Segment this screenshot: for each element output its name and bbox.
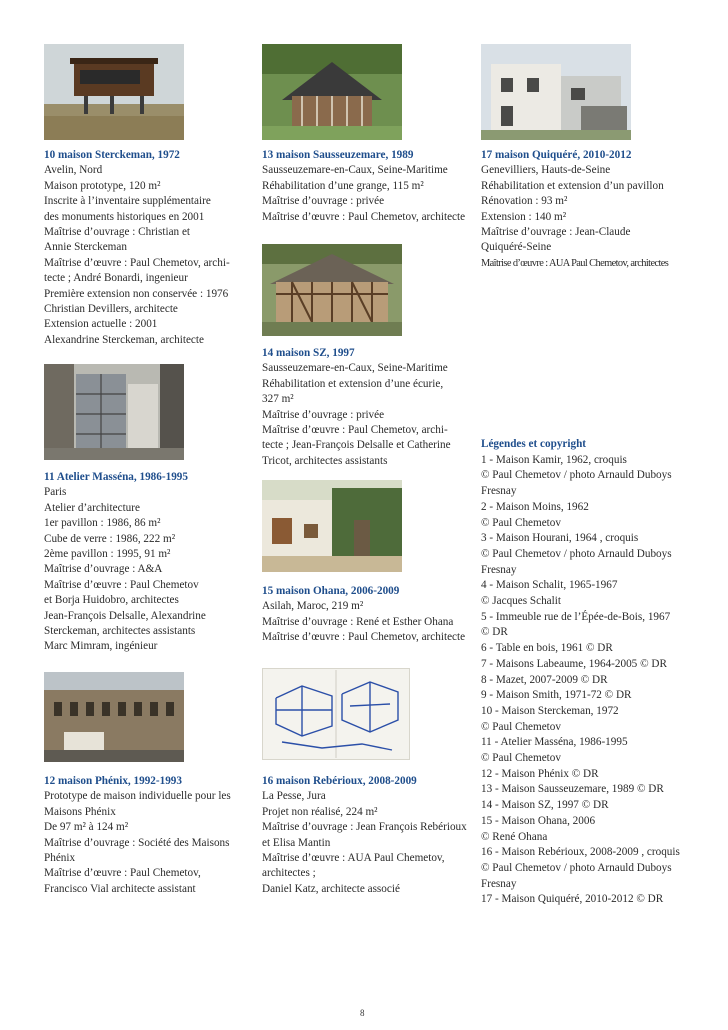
legend-line: © Paul Chemetov / photo Arnauld Duboys [481, 469, 672, 482]
legend-line: 3 - Maison Hourani, 1964 , croquis [481, 532, 639, 545]
entry-line: Cube de verre : 1986, 222 m² [44, 532, 176, 545]
entry-line: 1er pavillon : 1986, 86 m² [44, 517, 161, 530]
page-number: 8 [360, 1008, 365, 1018]
legend-title: Légendes et copyright [481, 438, 587, 450]
legend-copyright [481, 437, 680, 908]
entry-line: Maîtrise d’ouvrage : René et Esther Ohana [262, 615, 454, 628]
legend-line: Fresnay [481, 877, 517, 890]
entry-line: Première extension non conservée : 1976 [44, 287, 229, 300]
entry-line: Projet non réalisé, 224 m² [262, 805, 378, 818]
entry-line: Maîtrise d’ouvrage : Société des Maisons [44, 836, 230, 849]
entry-title: 11 Atelier Masséna, 1986-1995 [44, 471, 188, 483]
entry-17-quiquere [481, 148, 691, 271]
entry-line: Maîtrise d’œuvre : Paul Chemetov, architecte [262, 631, 466, 644]
legend-line: 4 - Maison Schalit, 1965-1967 [481, 579, 618, 592]
entry-line: Francisco Vial architecte assistant [44, 882, 196, 895]
legend-line: 1 - Maison Kamir, 1962, croquis [481, 453, 627, 466]
entry-title: 12 maison Phénix, 1992-1993 [44, 775, 182, 787]
entry-line: Alexandrine Sterckeman, architecte [44, 333, 204, 346]
entry-line: Maîtrise d’ouvrage : privée [262, 408, 385, 421]
entry-line: Maîtrise d’œuvre : Paul Chemetov, archi- [262, 424, 448, 437]
entry-title: 17 maison Quiquéré, 2010-2012 [481, 149, 632, 161]
entry-line: 2ème pavillon : 1995, 91 m² [44, 548, 171, 561]
legend-line: 10 - Maison Sterckeman, 1972 [481, 704, 619, 717]
entry-line: Maîtrise d’œuvre : Paul Chemetov, archi- [44, 256, 230, 269]
entry-line: Maîtrise d’ouvrage : Christian et [44, 226, 191, 239]
entry-line: et Elisa Mantin [262, 836, 331, 849]
entry-line: Prototype de maison individuelle pour les [44, 790, 231, 803]
entry-line: Asilah, Maroc, 219 m² [262, 600, 364, 613]
entry-line: Maîtrise d’ouvrage : privée [262, 195, 385, 208]
entry-line: Sterckeman, architectes assistants [44, 625, 196, 638]
entry-line: des monuments historiques en 2001 [44, 210, 205, 223]
entry-title: 13 maison Sausseuzemare, 1989 [262, 149, 414, 161]
legend-line: Fresnay [481, 563, 517, 576]
entry-line: Maison prototype, 120 m² [44, 179, 161, 192]
entry-line: Jean-François Delsalle, Alexandrine [44, 609, 206, 622]
photo-maison-sz [262, 244, 402, 336]
entry-line: Daniel Katz, architecte associé [262, 882, 400, 895]
entry-title: 16 maison Rebérioux, 2008-2009 [262, 775, 417, 787]
entry-line: Maîtrise d’ouvrage : A&A [44, 563, 163, 576]
photo-maison-phenix [44, 672, 184, 762]
legend-line: 5 - Immeuble rue de l’Épée-de-Bois, 1967 [481, 610, 671, 623]
entry-line: De 97 m² à 124 m² [44, 821, 129, 834]
legend-line: 12 - Maison Phénix © DR [481, 767, 599, 780]
legend-line: 8 - Mazet, 2007-2009 © DR [481, 673, 608, 686]
photo-maison-reberioux-croquis [262, 668, 410, 760]
legend-line: 6 - Table en bois, 1961 © DR [481, 642, 613, 655]
entry-line: Tricot, architectes assistants [262, 454, 388, 467]
photo-maison-quiquere [481, 44, 631, 140]
entry-12-phenix [44, 774, 244, 897]
entry-title: 14 maison SZ, 1997 [262, 347, 355, 359]
entry-16-reberioux [262, 774, 472, 897]
entry-line: Réhabilitation d’une grange, 115 m² [262, 179, 424, 192]
legend-line: © DR [481, 626, 508, 639]
entry-line: tecte ; Jean-François Delsalle et Catherine [262, 439, 451, 452]
entry-13-sausseuzemare [262, 148, 472, 225]
entry-10-sterckeman [44, 148, 234, 348]
photo-maison-sterckeman [44, 44, 184, 140]
legend-line: 14 - Maison SZ, 1997 © DR [481, 799, 609, 812]
entry-title: 15 maison Ohana, 2006-2009 [262, 585, 400, 597]
legend-line: 7 - Maisons Labeaume, 1964-2005 © DR [481, 657, 667, 670]
entry-line: Annie Sterckeman [44, 241, 127, 254]
entry-line: Extension : 140 m² [481, 210, 567, 223]
entry-line: 327 m² [262, 393, 294, 406]
entry-line: Maisons Phénix [44, 805, 116, 818]
legend-line: 13 - Maison Sausseuzemare, 1989 © DR [481, 783, 664, 796]
entry-line: Christian Devillers, architecte [44, 303, 178, 316]
entry-line: Réhabilitation et extension d’une écurie, [262, 377, 444, 390]
photo-maison-ohana [262, 480, 402, 572]
entry-line: tecte ; André Bonardi, ingenieur [44, 272, 188, 285]
entry-line: Paris [44, 486, 67, 499]
entry-line: Maîtrise d’œuvre : AUA Paul Chemetov, [262, 852, 445, 865]
entry-line: Maîtrise d’œuvre : AUA Paul Chemetov, architectes [481, 257, 669, 269]
entry-line: architectes ; [262, 867, 316, 880]
entry-line: Atelier d’architecture [44, 501, 140, 514]
legend-line: 9 - Maison Smith, 1971-72 © DR [481, 689, 632, 702]
legend-line: © Jacques Schalit [481, 595, 561, 608]
entry-line: et Borja Huidobro, architectes [44, 594, 179, 607]
entry-title: 10 maison Sterckeman, 1972 [44, 149, 180, 161]
entry-line: Sausseuzemare-en-Caux, Seine-Maritime [262, 362, 448, 375]
legend-line: © Paul Chemetov / photo Arnauld Duboys [481, 861, 672, 874]
legend-line: 17 - Maison Quiquéré, 2010-2012 © DR [481, 893, 664, 906]
entry-line: Inscrite à l’inventaire supplémentaire [44, 195, 211, 208]
photo-maison-sausseuzemare [262, 44, 402, 140]
entry-line: Maîtrise d’ouvrage : Jean-Claude [481, 226, 631, 239]
entry-line: Maîtrise d’œuvre : Paul Chemetov, [44, 867, 201, 880]
legend-line: 11 - Atelier Masséna, 1986-1995 [481, 736, 628, 749]
entry-11-massena [44, 470, 234, 655]
legend-line: © René Ohana [481, 830, 548, 843]
photo-atelier-massena [44, 364, 184, 460]
entry-line: Maîtrise d’œuvre : Paul Chemetov [44, 578, 199, 591]
entry-line: Rénovation : 93 m² [481, 195, 568, 208]
legend-line: 2 - Maison Moins, 1962 [481, 500, 589, 513]
entry-line: Réhabilitation et extension d’un pavillon [481, 179, 664, 192]
entry-14-sz [262, 346, 472, 469]
entry-line: Phénix [44, 852, 76, 865]
legend-line: 15 - Maison Ohana, 2006 [481, 814, 596, 827]
legend-line: Fresnay [481, 485, 517, 498]
entry-line: Extension actuelle : 2001 [44, 318, 158, 331]
legend-line: © Paul Chemetov [481, 516, 561, 529]
legend-line: © Paul Chemetov / photo Arnauld Duboys [481, 547, 672, 560]
legend-line: 16 - Maison Rebérioux, 2008-2009 , croquis [481, 846, 680, 859]
entry-line: Maîtrise d’ouvrage : Jean François Rebérioux [262, 821, 467, 834]
entry-line: Maîtrise d’œuvre : Paul Chemetov, architecte [262, 210, 466, 223]
entry-line: Avelin, Nord [44, 164, 103, 177]
entry-line: Marc Mimram, ingénieur [44, 640, 158, 653]
entry-line: Genevilliers, Hauts-de-Seine [481, 164, 611, 177]
legend-line: © Paul Chemetov [481, 720, 561, 733]
entry-line: Sausseuzemare-en-Caux, Seine-Maritime [262, 164, 448, 177]
entry-15-ohana [262, 584, 472, 646]
entry-line: La Pesse, Jura [262, 790, 326, 803]
legend-line: © Paul Chemetov [481, 752, 561, 765]
entry-line: Quiquéré-Seine [481, 241, 552, 254]
